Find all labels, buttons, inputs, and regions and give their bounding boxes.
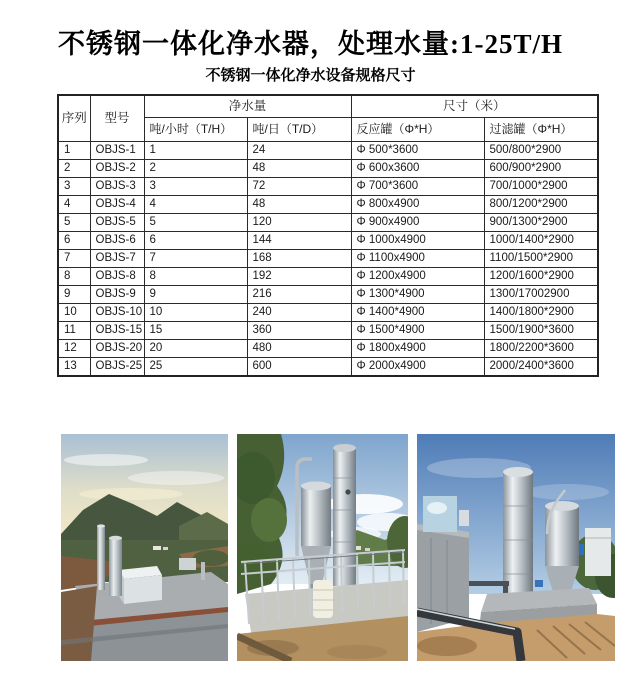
col-header-filter-tank: 过滤罐（Φ*H） (484, 118, 598, 142)
table-cell: 8 (144, 268, 247, 286)
table-cell: 216 (247, 286, 351, 304)
table-cell: 48 (247, 160, 351, 178)
table-cell: 13 (58, 358, 90, 377)
table-cell: 360 (247, 322, 351, 340)
table-cell: 5 (58, 214, 90, 232)
table-cell: OBJS-1 (90, 142, 144, 160)
col-header-serial: 序列 (58, 95, 90, 142)
table-row (58, 286, 598, 304)
site-photo-1 (61, 434, 228, 661)
table-cell: 480 (247, 340, 351, 358)
table-cell: 10 (144, 304, 247, 322)
table-cell: 3 (144, 178, 247, 196)
table-cell: 700/1000*2900 (484, 178, 598, 196)
table-cell: OBJS-2 (90, 160, 144, 178)
table-cell: 1400/1800*2900 (484, 304, 598, 322)
site-photo-3-scene (417, 434, 615, 661)
table-cell: OBJS-25 (90, 358, 144, 377)
table-cell: Φ 1200x4900 (351, 268, 484, 286)
table-cell: Φ 500*3600 (351, 142, 484, 160)
table-cell: 1500/1900*3600 (484, 322, 598, 340)
table-cell: 15 (144, 322, 247, 340)
table-cell: 168 (247, 250, 351, 268)
col-header-tons-per-day: 吨/日（T/D） (247, 118, 351, 142)
table-cell: 1100/1500*2900 (484, 250, 598, 268)
table-row (58, 322, 598, 340)
table-cell: 1 (144, 142, 247, 160)
table-cell: OBJS-8 (90, 268, 144, 286)
site-photo-1-scene (61, 434, 228, 661)
table-cell: Φ 1400*4900 (351, 304, 484, 322)
table-cell: Φ 1800x4900 (351, 340, 484, 358)
table-cell: 1000/1400*2900 (484, 232, 598, 250)
table-cell: Φ 1000x4900 (351, 232, 484, 250)
table-cell: OBJS-10 (90, 304, 144, 322)
table-cell: OBJS-3 (90, 178, 144, 196)
table-row (58, 142, 598, 160)
table-cell: OBJS-4 (90, 196, 144, 214)
table-cell: 1800/2200*3600 (484, 340, 598, 358)
table-cell: 144 (247, 232, 351, 250)
site-photo-3 (417, 434, 615, 661)
table-row (58, 304, 598, 322)
table-cell: OBJS-5 (90, 214, 144, 232)
table-cell: Φ 900x4900 (351, 214, 484, 232)
table-cell: 6 (144, 232, 247, 250)
table-cell: OBJS-9 (90, 286, 144, 304)
table-cell: 8 (58, 268, 90, 286)
table-cell: 7 (144, 250, 247, 268)
col-header-model: 型号 (90, 95, 144, 142)
spec-table-body (58, 142, 598, 377)
table-cell: 2000/2400*3600 (484, 358, 598, 377)
table-cell: 24 (247, 142, 351, 160)
table-row (58, 214, 598, 232)
table-cell: Φ 1500*4900 (351, 322, 484, 340)
table-row (58, 232, 598, 250)
table-row (58, 268, 598, 286)
table-row (58, 160, 598, 178)
table-cell: 3 (58, 178, 90, 196)
table-cell: OBJS-6 (90, 232, 144, 250)
table-cell: 20 (144, 340, 247, 358)
table-cell: 1 (58, 142, 90, 160)
table-row (58, 250, 598, 268)
table-cell: Φ 800x4900 (351, 196, 484, 214)
table-cell: 120 (247, 214, 351, 232)
table-cell: Φ 2000x4900 (351, 358, 484, 377)
table-cell: 4 (144, 196, 247, 214)
photo-strip (0, 434, 621, 661)
table-cell: 500/800*2900 (484, 142, 598, 160)
table-cell: 5 (144, 214, 247, 232)
table-cell: 900/1300*2900 (484, 214, 598, 232)
table-cell: 600/900*2900 (484, 160, 598, 178)
col-group-capacity: 净水量 (144, 95, 351, 118)
site-photo-2 (237, 434, 408, 661)
site-photo-2-scene (237, 434, 408, 661)
table-cell: 25 (144, 358, 247, 377)
table-cell: OBJS-20 (90, 340, 144, 358)
table-row (58, 196, 598, 214)
table-cell: 10 (58, 304, 90, 322)
table-cell: OBJS-15 (90, 322, 144, 340)
table-cell: 6 (58, 232, 90, 250)
table-row (58, 358, 598, 377)
col-header-reaction-tank: 反应罐（Φ*H） (351, 118, 484, 142)
table-cell: 9 (58, 286, 90, 304)
table-cell: 12 (58, 340, 90, 358)
table-cell: 800/1200*2900 (484, 196, 598, 214)
table-cell: 2 (144, 160, 247, 178)
table-cell: 240 (247, 304, 351, 322)
table-row (58, 178, 598, 196)
table-cell: 1300/17002900 (484, 286, 598, 304)
table-cell: 11 (58, 322, 90, 340)
page-subtitle: 不锈钢一体化净水设备规格尺寸 (205, 67, 416, 84)
table-cell: 7 (58, 250, 90, 268)
spec-table (57, 94, 599, 377)
page-title: 不锈钢一体化净水器，处理水量:1-25T/H (58, 29, 563, 59)
table-cell: 9 (144, 286, 247, 304)
table-cell: 192 (247, 268, 351, 286)
table-row (58, 340, 598, 358)
table-cell: 1200/1600*2900 (484, 268, 598, 286)
table-cell: OBJS-7 (90, 250, 144, 268)
table-cell: 4 (58, 196, 90, 214)
col-group-size: 尺寸（米） (351, 95, 598, 118)
table-cell: Φ 600x3600 (351, 160, 484, 178)
table-cell: Φ 1300*4900 (351, 286, 484, 304)
table-cell: 2 (58, 160, 90, 178)
table-cell: 72 (247, 178, 351, 196)
col-header-tons-per-hour: 吨/小时（T/H） (144, 118, 247, 142)
table-cell: Φ 1100x4900 (351, 250, 484, 268)
table-cell: Φ 700*3600 (351, 178, 484, 196)
table-cell: 600 (247, 358, 351, 377)
table-cell: 48 (247, 196, 351, 214)
